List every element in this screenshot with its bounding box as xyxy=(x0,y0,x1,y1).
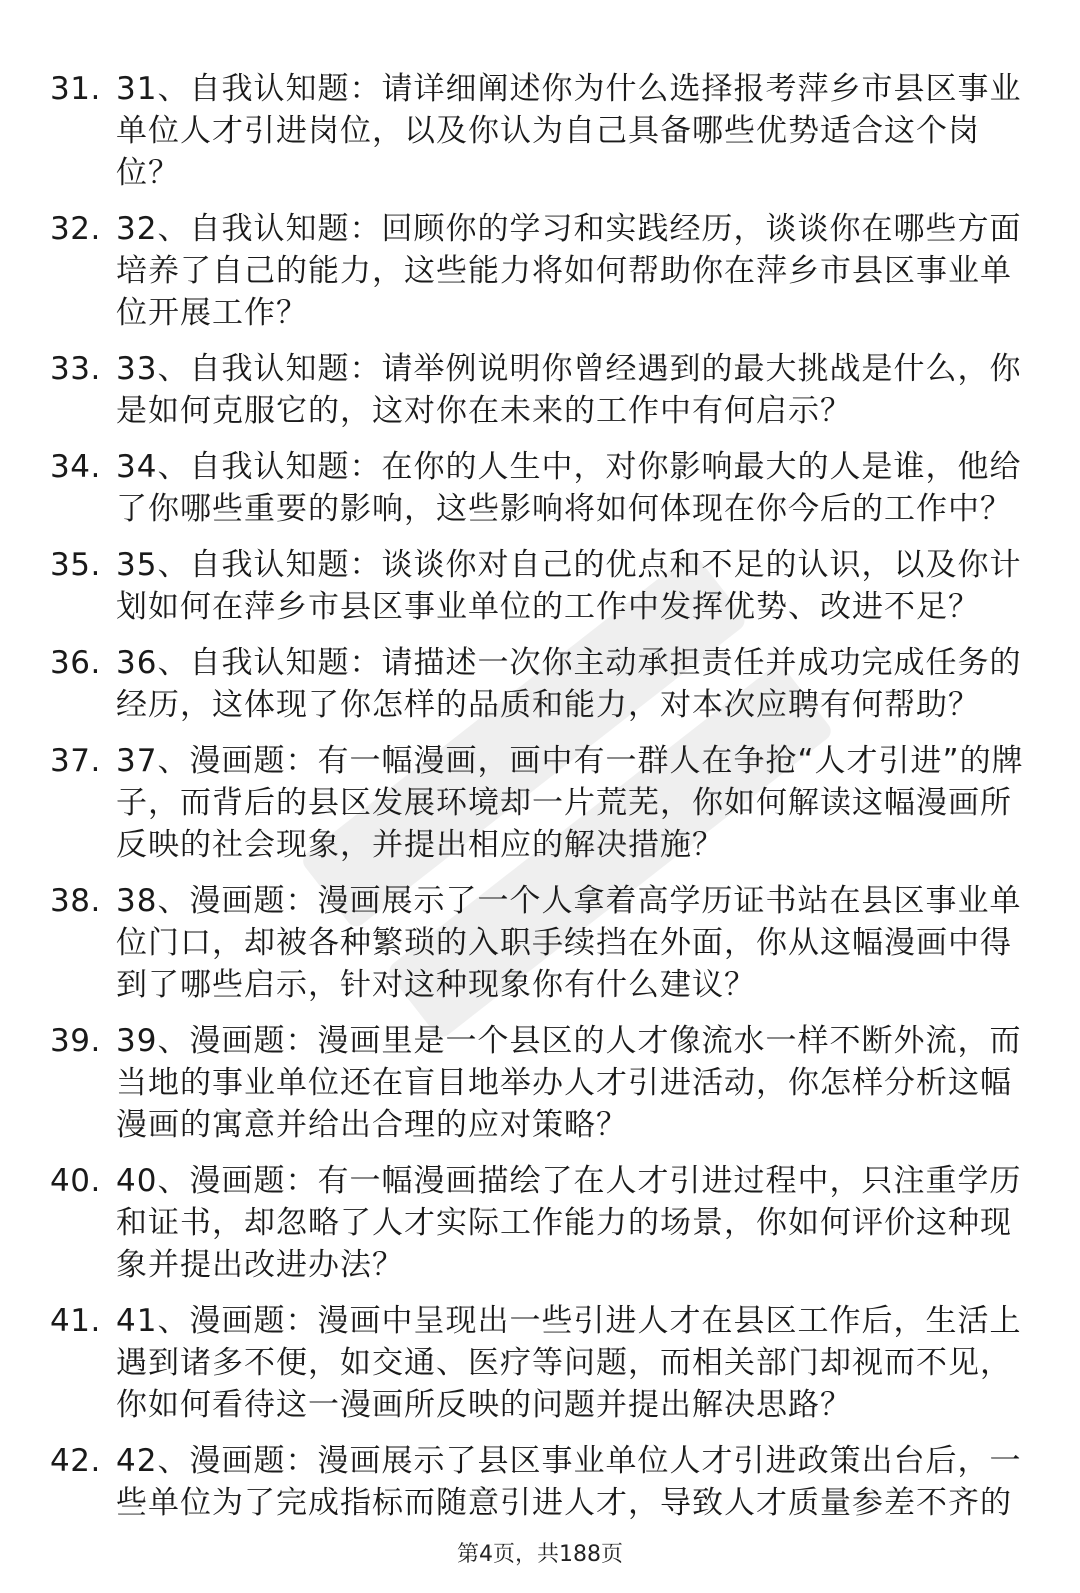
question-number: 38. xyxy=(50,883,101,919)
list-item xyxy=(50,348,1040,432)
question-number: 31. xyxy=(50,71,101,107)
question-text: 36、自我认知题：请描述一次你主动承担责任并成功完成任务的经历，这体现了你怎样的品质和能力，对本次应聘有何帮助？ xyxy=(116,645,1022,723)
list-item xyxy=(50,1440,1040,1524)
list-item xyxy=(50,208,1040,334)
question-text: 42、漫画题：漫画展示了县区事业单位人才引进政策出台后，一些单位为了完成指标而随意引进人才，导致人才质量参差不齐的 xyxy=(116,1443,1022,1521)
question-number: 35. xyxy=(50,547,101,583)
question-number: 39. xyxy=(50,1023,101,1059)
list-item xyxy=(50,1300,1040,1426)
question-number: 33. xyxy=(50,351,101,387)
question-text: 41、漫画题：漫画中呈现出一些引进人才在县区工作后，生活上遇到诸多不便，如交通、医疗等问题，而相关部门却视而不见，你如何看待这一漫画所反映的问题并提出解决思路？ xyxy=(116,1303,1022,1423)
list-item xyxy=(50,1160,1040,1286)
question-number: 41. xyxy=(50,1303,101,1339)
question-text: 33、自我认知题：请举例说明你曾经遇到的最大挑战是什么，你是如何克服它的，这对你在未来的工作中有何启示？ xyxy=(116,351,1022,429)
question-number: 36. xyxy=(50,645,101,681)
list-item xyxy=(50,642,1040,726)
list-item xyxy=(50,740,1040,866)
question-text: 37、漫画题：有一幅漫画，画中有一群人在争抢“人才引进”的牌子，而背后的县区发展环境却一片荒芜，你如何解读这幅漫画所反映的社会现象，并提出相应的解决措施？ xyxy=(116,743,1024,863)
question-number: 37. xyxy=(50,743,101,779)
question-number: 42. xyxy=(50,1443,101,1479)
list-item xyxy=(50,68,1040,194)
question-list xyxy=(50,68,1040,1538)
question-text: 31、自我认知题：请详细阐述你为什么选择报考萍乡市县区事业单位人才引进岗位，以及你认为自己具备哪些优势适合这个岗位？ xyxy=(116,71,1022,191)
list-item xyxy=(50,446,1040,530)
list-item xyxy=(50,1020,1040,1146)
question-text: 40、漫画题：有一幅漫画描绘了在人才引进过程中，只注重学历和证书，却忽略了人才实际工作能力的场景，你如何评价这种现象并提出改进办法？ xyxy=(116,1163,1022,1283)
question-text: 39、漫画题：漫画里是一个县区的人才像流水一样不断外流，而当地的事业单位还在盲目地举办人才引进活动，你怎样分析这幅漫画的寓意并给出合理的应对策略？ xyxy=(116,1023,1022,1143)
question-text: 38、漫画题：漫画展示了一个人拿着高学历证书站在县区事业单位门口，却被各种繁琐的入职手续挡在外面，你从这幅漫画中得到了哪些启示，针对这种现象你有什么建议？ xyxy=(116,883,1022,1003)
question-text: 32、自我认知题：回顾你的学习和实践经历，谈谈你在哪些方面培养了自己的能力，这些能力将如何帮助你在萍乡市县区事业单位开展工作？ xyxy=(116,211,1022,331)
question-number: 40. xyxy=(50,1163,101,1199)
list-item xyxy=(50,880,1040,1006)
page-footer: 第4页，共188页 xyxy=(457,1542,623,1567)
list-item xyxy=(50,544,1040,628)
question-text: 34、自我认知题：在你的人生中，对你影响最大的人是谁，他给了你哪些重要的影响，这些影响将如何体现在你今后的工作中？ xyxy=(116,449,1022,527)
question-text: 35、自我认知题：谈谈你对自己的优点和不足的认识，以及你计划如何在萍乡市县区事业单位的工作中发挥优势、改进不足？ xyxy=(116,547,1022,625)
question-number: 34. xyxy=(50,449,101,485)
question-number: 32. xyxy=(50,211,101,247)
